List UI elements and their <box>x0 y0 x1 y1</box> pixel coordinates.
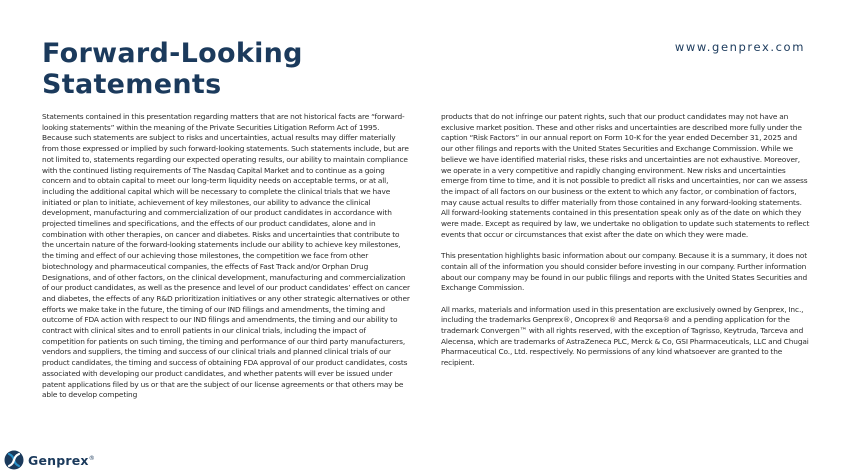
left-paragraph-1: Statements contained in this presentation regarding matters that are not historical facts are “forward-looking statements” within the meaning of the Private Securities Litigation Reform Act of 1995. Because such statements are subject to risks and uncertainties, actual results may differ materially from those expressed or implied by such forward-looking statements. Such statements include, but are not limited to, statements regarding our expected operating results, our ability to maintain compliance with the continued listing requirements of The Nasdaq Capital Market and to continue as a going concern and to obtain capital to meet our long-term liquidity needs on acceptable terms, or at all, including the additional capital which will be necessary to complete the clinical trials that we have initiated or plan to initiate, achievement of key milestones, our ability to advance the clinical development, manufacturing and commercialization of our product candidates in accordance with projected timelines and specifications, and the effects of our product candidates, alone and in combination with other therapies, on cancer and diabetes. Risks and uncertainties that contribute to the uncertain nature of the forward-looking statements include our ability to achieve key milestones, the timing and effect of our achieving those milestones, the competition we face from other biotechnology and pharmaceutical companies, the effects of Fast Track and/or Orphan Drug Designations, and of other factors, on the clinical development, manufacturing and commercialization of our product candidates, as well as the presence and level of our product candidates’ effect on cancer and diabetes, the effects of any R&D prioritization initiatives or any other strategic alternatives or other efforts we make take in the future, the timing of our IND filings and amendments, the timing and outcome of FDA action with respect to our IND filings and amendments, the timing and our ability to contract with clinical sites and to enroll patients in our clinical trials, including the impact of competition for patients on such timing, the timing and performance of our third party manufacturers, vendors and suppliers, the timing and success of our clinical trials and planned clinical trials of our product candidates, the timing and success of obtaining FDA approval of our product candidates, costs associated with developing our product candidates, and whether patents will ever be issued under patent applications filed by us or that are the subject of our license agreements or that others may be able to develop competing <box>42 112 410 400</box>
right-paragraph-1: products that do not infringe our patent rights, such that our product candidates may not have an exclusive market position. These and other risks and uncertainties are described more fully under the caption “Risk Factors” in our annual report on Form 10-K for the year ended December 31, 2025 and our other filings and reports with the United States Securities and Exchange Commission. While we believe we have identified material risks, these risks and uncertainties are not exhaustive. Moreover, we operate in a very competitive and rapidly changing environment. New risks and uncertainties emerge from time to time, and it is not possible to predict all risks and uncertainties, nor can we assess the impact of all factors on our business or the extent to which any factor, or combination of factors, may cause actual results to differ materially from those contained in any forward-looking statements. All forward-looking statements contained in this presentation speak only as of the date on which they were made. Except as required by law, we undertake no obligation to update such statements to reflect events that occur or circumstances that exist after the date on which they were made. <box>441 112 810 239</box>
logo-wordmark <box>28 453 95 468</box>
right-text-column <box>441 112 810 380</box>
page-title <box>42 38 303 100</box>
left-text-column <box>42 112 410 412</box>
page-title-line2: Statements <box>42 69 222 100</box>
logo-registered-mark: ® <box>88 454 95 462</box>
genprex-logo <box>4 450 95 470</box>
page-title-line1: Forward-Looking <box>42 38 303 69</box>
right-paragraph-2: This presentation highlights basic information about our company. Because it is a summary, it does not contain all of the information you should consider before investing in our company. Further information about our company may be found in our public filings and reports with the United States Securities and Exchange Commission. <box>441 251 808 293</box>
website-url: www.genprex.com <box>674 40 805 54</box>
genprex-helix-icon <box>4 450 24 470</box>
right-paragraph-3: All marks, materials and information used in this presentation are exclusively owned by Genprex, Inc., including the trademarks Genprex®, Oncoprex® and Reqorsa® and a pending application for the trademark Convergen™ with all rights reserved, with the exception of Tagrisso, Keytruda, Tarceva and Alecensa, which are trademarks of AstraZeneca PLC, Merck & Co, GSI Pharmaceuticals, LLC and Chugai Pharmaceutical Co., Ltd. respectively. No permissions of any kind whatsoever are granted to the recipient. <box>441 304 809 368</box>
logo-text: Genprex <box>28 452 89 468</box>
